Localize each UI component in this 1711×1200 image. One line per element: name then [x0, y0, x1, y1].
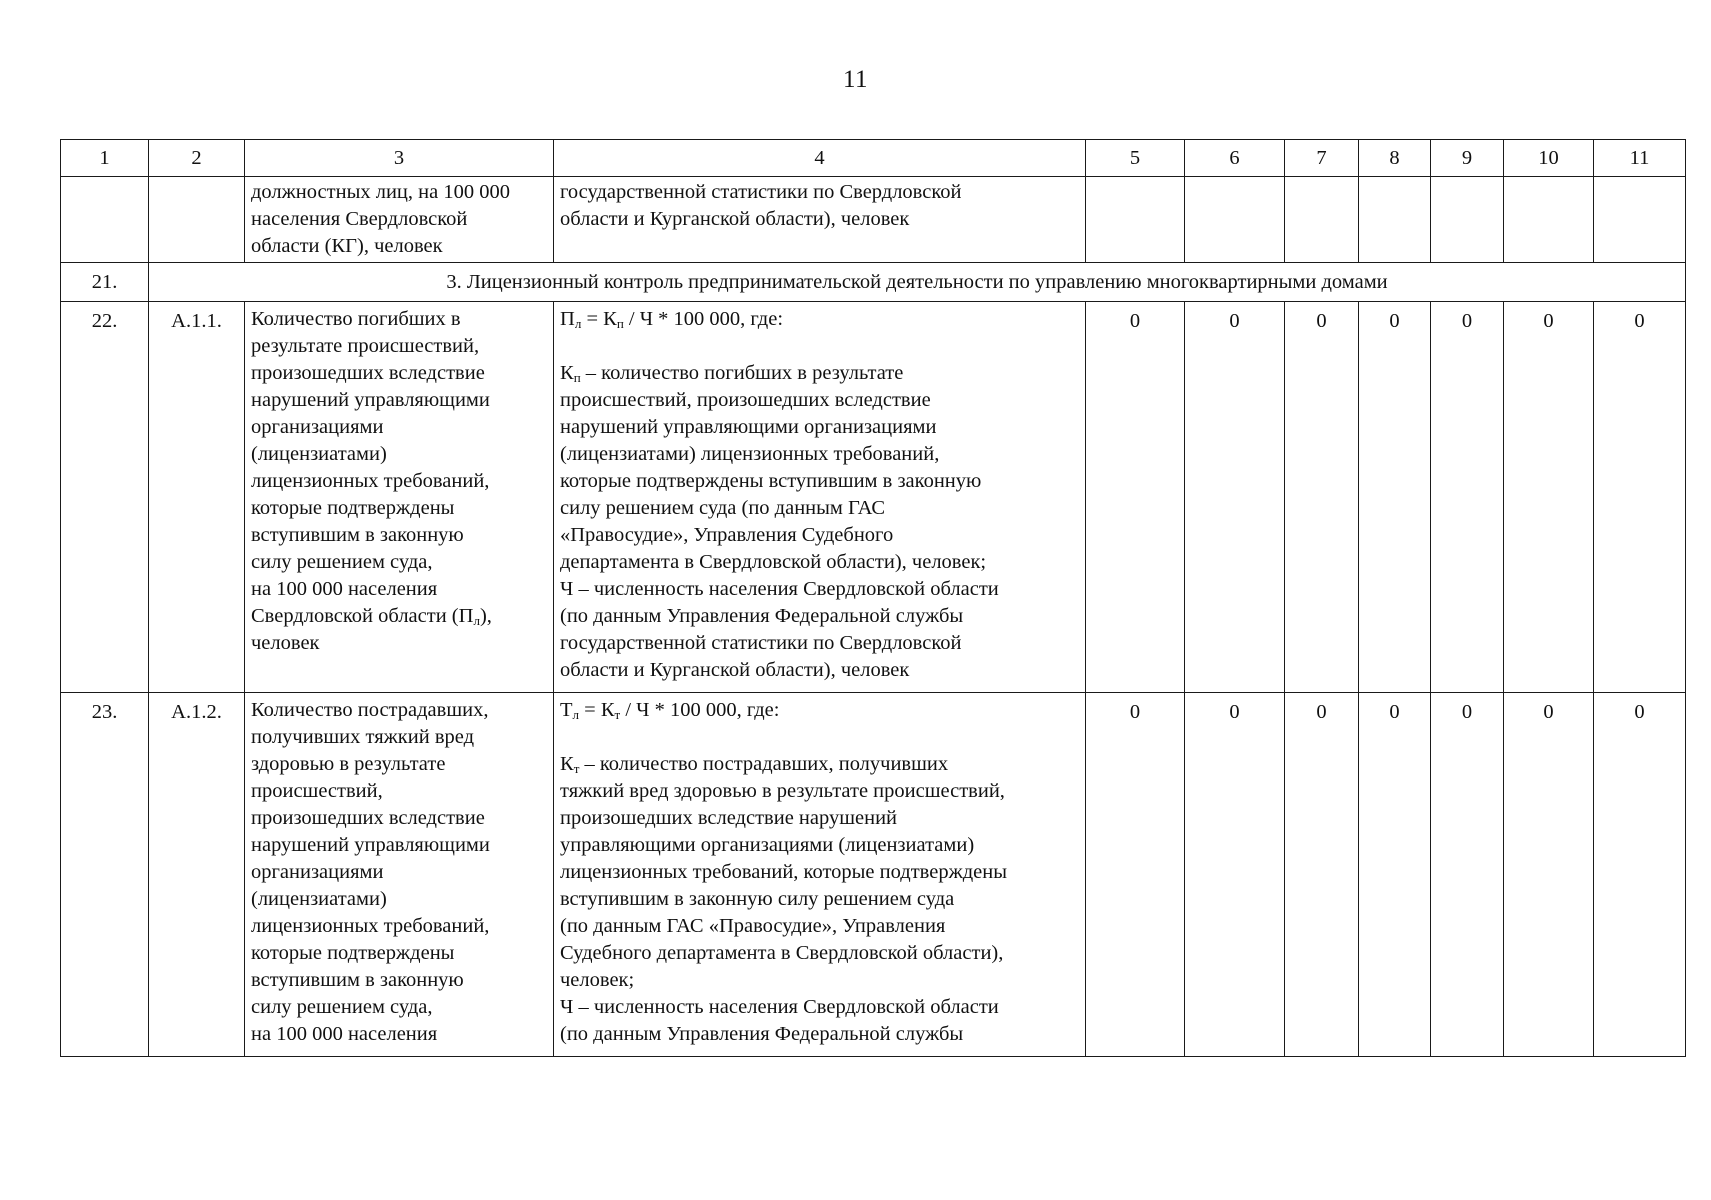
value-cell: 0: [1086, 693, 1185, 1057]
formula-rhs-subscript: т: [614, 707, 621, 722]
indicator-name: [245, 693, 554, 1057]
formula-lhs-subscript: л: [572, 707, 580, 722]
column-header: 5: [1086, 140, 1185, 177]
population-definition: Ч – численность населения Свердловской области (по данным Управления Федеральной службы: [560, 996, 999, 1045]
definition-symbol: К: [560, 362, 574, 384]
indicator-subscript: л: [473, 613, 480, 628]
section-number: 21.: [61, 263, 149, 302]
indicator-code: А.1.2.: [149, 693, 245, 1057]
value-cell: 0: [1594, 302, 1686, 693]
population-definition: Ч – численность населения Свердловской области (по данным Управления Федеральной службы государственной статистики по Свердловской области и Курганской области), человек: [560, 578, 999, 681]
definition-subscript: п: [573, 370, 581, 385]
value-cell: 0: [1185, 302, 1285, 693]
column-header: 7: [1285, 140, 1359, 177]
row-number-cell: [61, 177, 149, 263]
column-header: 6: [1185, 140, 1285, 177]
column-header: 3: [245, 140, 554, 177]
value-cell: 0: [1185, 693, 1285, 1057]
value-cell: [1594, 177, 1686, 263]
definition-text: – количество пострадавших, получивших тяжкий вред здоровью в результате происшествий, произошедших вследствие нарушений управляющими организациями (лицензиатами) лицензионных требований, которые подтверждены вступившим в законную силу решением суда (по данным ГАС «Правосудие», Управления Судебного департамента в Свердловской области), человек;: [560, 753, 1008, 991]
value-cell: 0: [1285, 302, 1359, 693]
column-number-header-row: [61, 140, 1686, 177]
value-cell: [1504, 177, 1594, 263]
formula-lhs-subscript: л: [574, 316, 582, 331]
definition-subscript: т: [573, 761, 580, 776]
code-cell: [149, 177, 245, 263]
value-cell: [1359, 177, 1431, 263]
formula-cell: государственной статистики по Свердловской области и Курганской области), человек: [554, 177, 1086, 263]
column-header: 4: [554, 140, 1086, 177]
indicators-table: [60, 139, 1686, 1057]
formula-lhs: П: [560, 308, 575, 330]
page-number: 11: [842, 66, 869, 93]
calculation-formula: [554, 693, 1086, 1057]
formula-rhs-subscript: п: [616, 316, 624, 331]
value-cell: [1086, 177, 1185, 263]
value-cell: 0: [1431, 302, 1504, 693]
indicator-name-text: Количество погибших в результате происшествий, произошедших вследствие нарушений управляющими организациями (лицензиатами) лицензионных требований, которые подтверждены вступившим в законную силу решением суда, на 100 000 населения Свердловской области (П: [251, 308, 490, 627]
value-cell: 0: [1431, 693, 1504, 1057]
value-cell: [1431, 177, 1504, 263]
indicator-code: А.1.1.: [149, 302, 245, 693]
formula-rest: / Ч * 100 000, где:: [620, 699, 780, 721]
value-cell: 0: [1359, 302, 1431, 693]
table-row: [61, 693, 1686, 1057]
column-header: 8: [1359, 140, 1431, 177]
value-cell: 0: [1504, 693, 1594, 1057]
calculation-formula: [554, 302, 1086, 693]
definition-text: – количество погибших в результате происшествий, произошедших вследствие нарушений управляющими организациями (лицензиатами) лицензионных требований, которые подтверждены вступившим в законную силу решением суда (по данным ГАС «Правосудие», Управления Судебного департамента в Свердловской области), человек;: [560, 362, 987, 573]
formula-lhs: Т: [560, 699, 573, 721]
column-header: 10: [1504, 140, 1594, 177]
column-header: 11: [1594, 140, 1686, 177]
value-cell: 0: [1086, 302, 1185, 693]
row-number: 23.: [61, 693, 149, 1057]
indicator-cell: должностных лиц, на 100 000 населения Свердловской области (КГ), человек: [245, 177, 554, 263]
indicator-name-tail: ), человек: [251, 605, 492, 654]
row-number: 22.: [61, 302, 149, 693]
value-cell: [1185, 177, 1285, 263]
table-row: [61, 302, 1686, 693]
column-header: 1: [61, 140, 149, 177]
definition-symbol: К: [560, 753, 574, 775]
value-cell: 0: [1594, 693, 1686, 1057]
column-header: 9: [1431, 140, 1504, 177]
indicator-name-text: Количество пострадавших, получивших тяжкий вред здоровью в результате происшествий, произошедших вследствие нарушений управляющими организациями (лицензиатами) лицензионных требований, которые подтверждены вступившим в законную силу решением суда, на 100 000 населения: [251, 699, 490, 1045]
continued-row: [61, 177, 1686, 263]
column-header: 2: [149, 140, 245, 177]
value-cell: 0: [1504, 302, 1594, 693]
section-title: 3. Лицензионный контроль предпринимательской деятельности по управлению многоквартирными домами: [149, 263, 1686, 302]
formula-eq: = К: [579, 699, 615, 721]
value-cell: 0: [1359, 693, 1431, 1057]
value-cell: 0: [1285, 693, 1359, 1057]
section-row: [61, 263, 1686, 302]
formula-rest: / Ч * 100 000, где:: [623, 308, 784, 330]
indicator-name: [245, 302, 554, 693]
formula-eq: = К: [581, 308, 617, 330]
value-cell: [1285, 177, 1359, 263]
